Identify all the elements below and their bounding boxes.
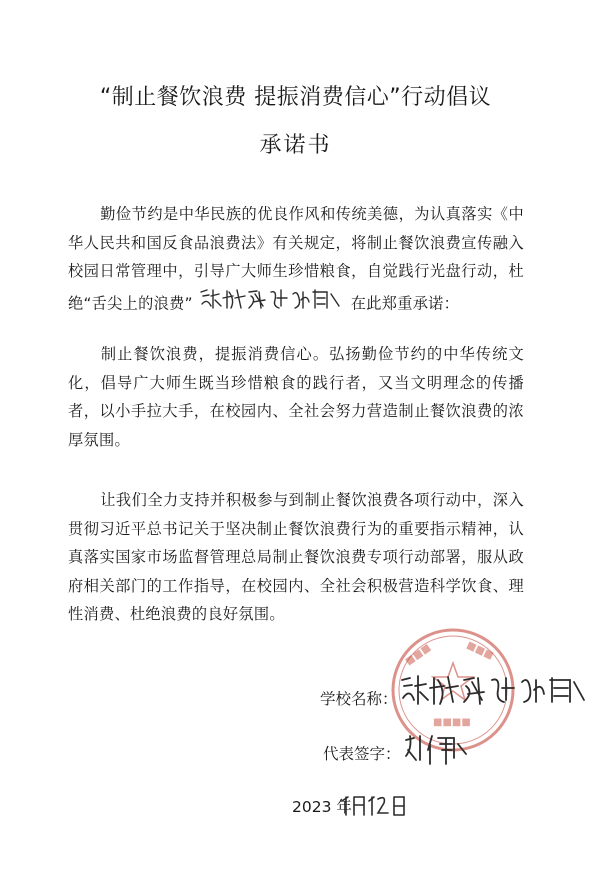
handwritten-representative-signature xyxy=(402,730,482,772)
signing-date-year: 2023 年 xyxy=(292,798,352,816)
svg-text:■■■■: ■■■■ xyxy=(433,717,471,728)
representative-signature-label: 代表签字： xyxy=(323,745,401,763)
date-handwriting xyxy=(340,791,410,819)
handwritten-date xyxy=(340,791,410,823)
paragraph-intro-text: 勤俭节约是中华民族的优良作风和传统美德，为认真落实《中华人民共和国反食品浪费法》有关规定，将制止餐饮浪费宣传融入校园日常管理中，引导广大师生珍惜粮食，自觉践行光盘行动，杜绝“舌尖上的浪费” xyxy=(68,205,524,312)
representative-signature xyxy=(402,730,482,768)
school-name-label: 学校名称： xyxy=(320,690,398,708)
handwritten-school-name-inline xyxy=(197,286,347,322)
svg-text:■■■: ■■■ xyxy=(464,639,496,662)
handwriting-scribble-inline xyxy=(197,286,347,312)
svg-text:■■■: ■■■ xyxy=(403,642,433,668)
paragraph-action xyxy=(68,486,524,629)
paragraph-intro-ending: 在此郑重承诺： xyxy=(350,293,460,312)
document-title: “制止餐饮浪费 提振消费信心”行动倡议 xyxy=(99,85,492,110)
handwritten-school-name xyxy=(398,672,588,712)
paragraph-commitment xyxy=(68,340,524,454)
school-name-signature xyxy=(398,672,588,708)
paragraph-commitment-text: 制止餐饮浪费，提振消费信心。弘扬勤俭节约的中华传统文化，倡导广大师生既当珍惜粮食的践行者，又当文明理念的传播者，以小手拉大手，在校园内、全社会努力营造制止餐饮浪费的浓厚氛围。 xyxy=(68,345,524,449)
paragraph-action-text: 让我们全力支持并积极参与到制止餐饮浪费各项行动中，深入贯彻习近平总书记关于坚决制止餐饮浪费行为的重要指示精神，认真落实国家市场监督管理总局制止餐饮浪费专项行动部署，服从政府相关部门的工作指导，在校园内、全社会积极营造科学饮食、理性消费、杜绝浪费的良好氛围。 xyxy=(68,491,524,623)
document-subtitle: 承诺书 xyxy=(259,133,332,158)
paragraph-intro xyxy=(68,200,524,321)
